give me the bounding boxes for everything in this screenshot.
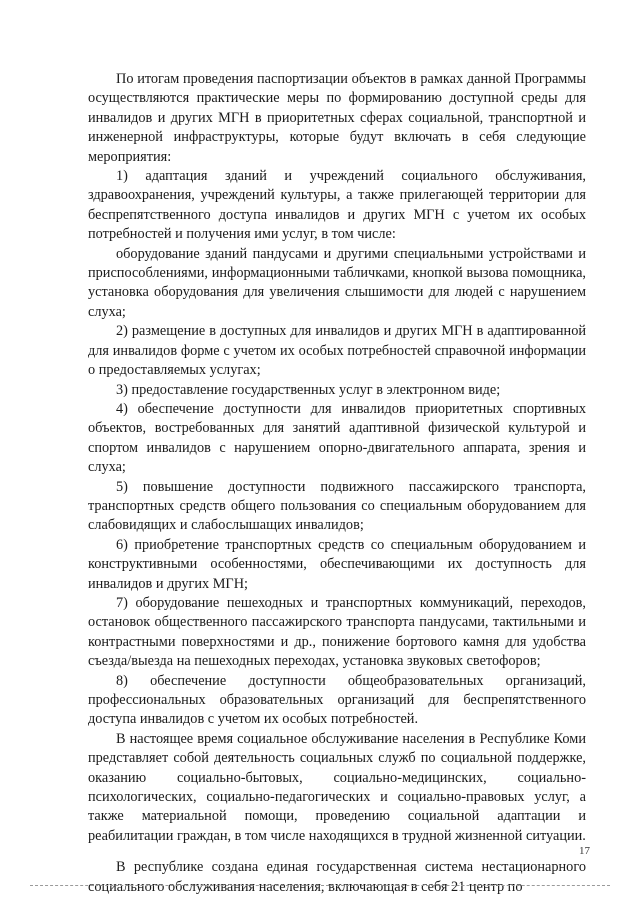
list-item-4: 4) обеспечение доступности для инвалидов приоритетных спортивных объектов, востребованных для занятий адаптивной физической культурой и спортом инвалидов с нарушением опорно-двигательного аппарата, зрения и слуха;: [88, 400, 586, 476]
list-item-8: 8) обеспечение доступности общеобразовательных организаций, профессиональных образовательных организаций для беспрепятственного доступа инвалидов с учетом их особых потребностей.: [88, 672, 586, 728]
list-item-7: 7) оборудование пешеходных и транспортных коммуникаций, переходов, остановок общественного пассажирского транспорта пандусами, тактильными и контрастными поверхностями и др., понижение бортового камня для удобства съезда/выезда на пешеходных переходах, установка звуковых светофоров;: [88, 594, 586, 670]
paragraph-intro: По итогам проведения паспортизации объектов в рамках данной Программы осуществляются практические меры по формированию доступной среды для инвалидов и других МГН в приоритетных сферах социальной, транспортной и инженерной инфраструктуры, которые будут включать в себя следующие мероприятия:: [88, 71, 586, 165]
list-item-1-detail: оборудование зданий пандусами и другими специальными устройствами и приспособлениями, информационными табличками, кнопкой вызова помощника, установка оборудования для увеличения слышимости для людей с нарушением слуха;: [88, 245, 586, 320]
list-item-6: 6) приобретение транспортных средств со специальным оборудованием и конструктивными особенностями, обеспечивающими их доступность для инвалидов и других МГН;: [88, 536, 586, 592]
footer-divider: [30, 885, 610, 886]
paragraph-social-service: В настоящее время социальное обслуживание населения в Республике Коми представляет собой деятельность социальных служб по социальной поддержке, оказанию социально-бытовых, социально-медицинских, социально-психологических, социально-педагогических и социально-правовых услуг, а также материальной помощи, проведению социальной адаптации и реабилитации граждан, в том числе находящихся в трудной жизненной ситуации.: [88, 730, 586, 844]
list-item-5: 5) повышение доступности подвижного пассажирского транспорта, транспортных средств общего пользования со специальным оборудованием для слабовидящих и слабослышащих инвалидов;: [88, 478, 586, 534]
page-number: 17: [579, 845, 590, 857]
list-item-2: 2) размещение в доступных для инвалидов и других МГН в адаптированной для инвалидов форме с учетом их особых потребностей справочной информации о предоставляемых услугах;: [88, 323, 586, 379]
list-item-3: 3) предоставление государственных услуг в электронном виде;: [116, 381, 501, 398]
page-body: [88, 70, 586, 897]
list-item-1: 1) адаптация зданий и учреждений социального обслуживания, здравоохранения, учреждений культуры, а также прилегающей территории для беспрепятственного доступа инвалидов и других МГН с учетом их особых потребностей и получения ими услуг, в том числе:: [88, 168, 586, 243]
paragraph-system: В республике создана единая государственная система нестационарного социального обслуживания населения, включающая в себя 21 центр по: [88, 859, 586, 895]
